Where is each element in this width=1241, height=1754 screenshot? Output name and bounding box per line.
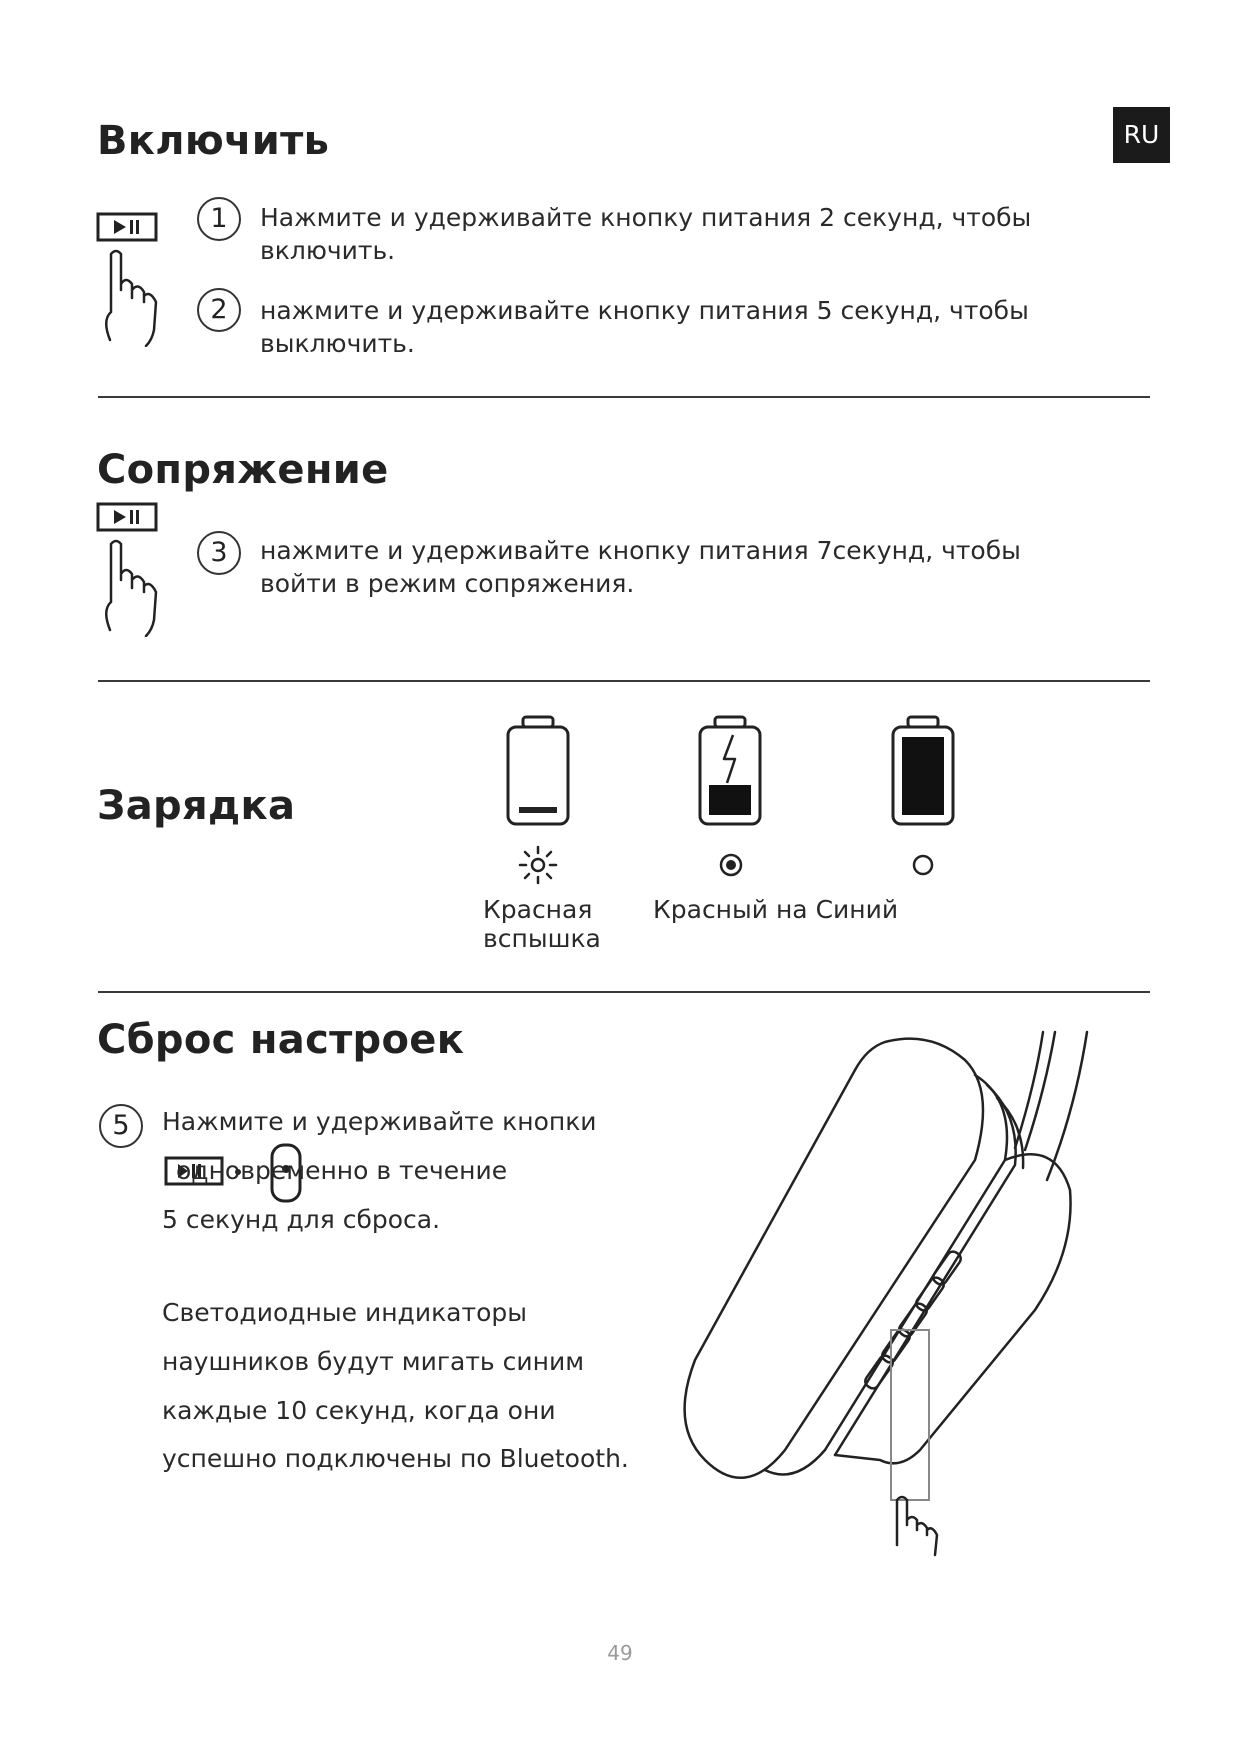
reset-note-line-2: наушников будут мигать синим bbox=[162, 1347, 585, 1376]
section-title-charging: Зарядка bbox=[97, 783, 296, 829]
battery-full-icon bbox=[890, 715, 956, 827]
step-1-text: Нажмите и удерживайте кнопку питания 2 секунд, чтобы включить. bbox=[260, 203, 1032, 265]
step-number-2: 2 bbox=[197, 288, 241, 332]
page-number: 49 bbox=[607, 1641, 633, 1665]
reset-note-line-4: успешно подключены по Bluetooth. bbox=[162, 1444, 629, 1473]
section-title-power: Включить bbox=[97, 118, 330, 164]
hand-press-play-pause-icon bbox=[96, 502, 166, 637]
hand-press-play-pause-icon bbox=[96, 212, 166, 347]
reset-line-1: Нажмите и удерживайте кнопки bbox=[162, 1107, 597, 1136]
step-2-line-2: выключить. bbox=[260, 329, 415, 358]
step-3-text bbox=[260, 534, 1160, 600]
caption-line-1: Красная bbox=[483, 895, 593, 924]
battery-charging-icon bbox=[697, 715, 763, 827]
step-2-text bbox=[260, 294, 1160, 360]
reset-line-3: 5 секунд для сброса. bbox=[162, 1205, 441, 1234]
charging-caption-red-to-blue: Красный на Синий bbox=[653, 895, 899, 924]
step-2-line-1: нажмите и удерживайте кнопку питания 5 секунд, чтобы bbox=[260, 296, 1029, 325]
step-number-1: 1 bbox=[197, 197, 241, 241]
step-number-3: 3 bbox=[197, 531, 241, 575]
divider bbox=[98, 680, 1150, 682]
step-3-line-2: войти в режим сопряжения. bbox=[260, 569, 635, 598]
battery-empty-icon bbox=[505, 715, 571, 827]
divider bbox=[98, 991, 1150, 993]
divider bbox=[98, 396, 1150, 398]
language-badge: RU bbox=[1113, 107, 1170, 163]
charging-caption-red-flash bbox=[483, 895, 601, 953]
headphone-earcup-illustration bbox=[675, 1030, 1095, 1560]
reset-note-line-1: Светодиодные индикаторы bbox=[162, 1298, 527, 1327]
step-3-line-1: нажмите и удерживайте кнопку питания 7секунд, чтобы bbox=[260, 536, 1021, 565]
led-off-icon bbox=[910, 852, 936, 878]
section-title-pairing: Сопряжение bbox=[97, 447, 389, 493]
caption-line-2: вспышка bbox=[483, 924, 601, 953]
reset-line-2: одновременно в течение bbox=[176, 1156, 508, 1185]
section-title-reset: Сброс настроек bbox=[97, 1017, 465, 1063]
led-solid-icon bbox=[718, 852, 744, 878]
reset-note-line-3: каждые 10 секунд, когда они bbox=[162, 1396, 556, 1425]
led-flash-icon bbox=[518, 845, 558, 885]
step-number-5: 5 bbox=[99, 1104, 143, 1148]
